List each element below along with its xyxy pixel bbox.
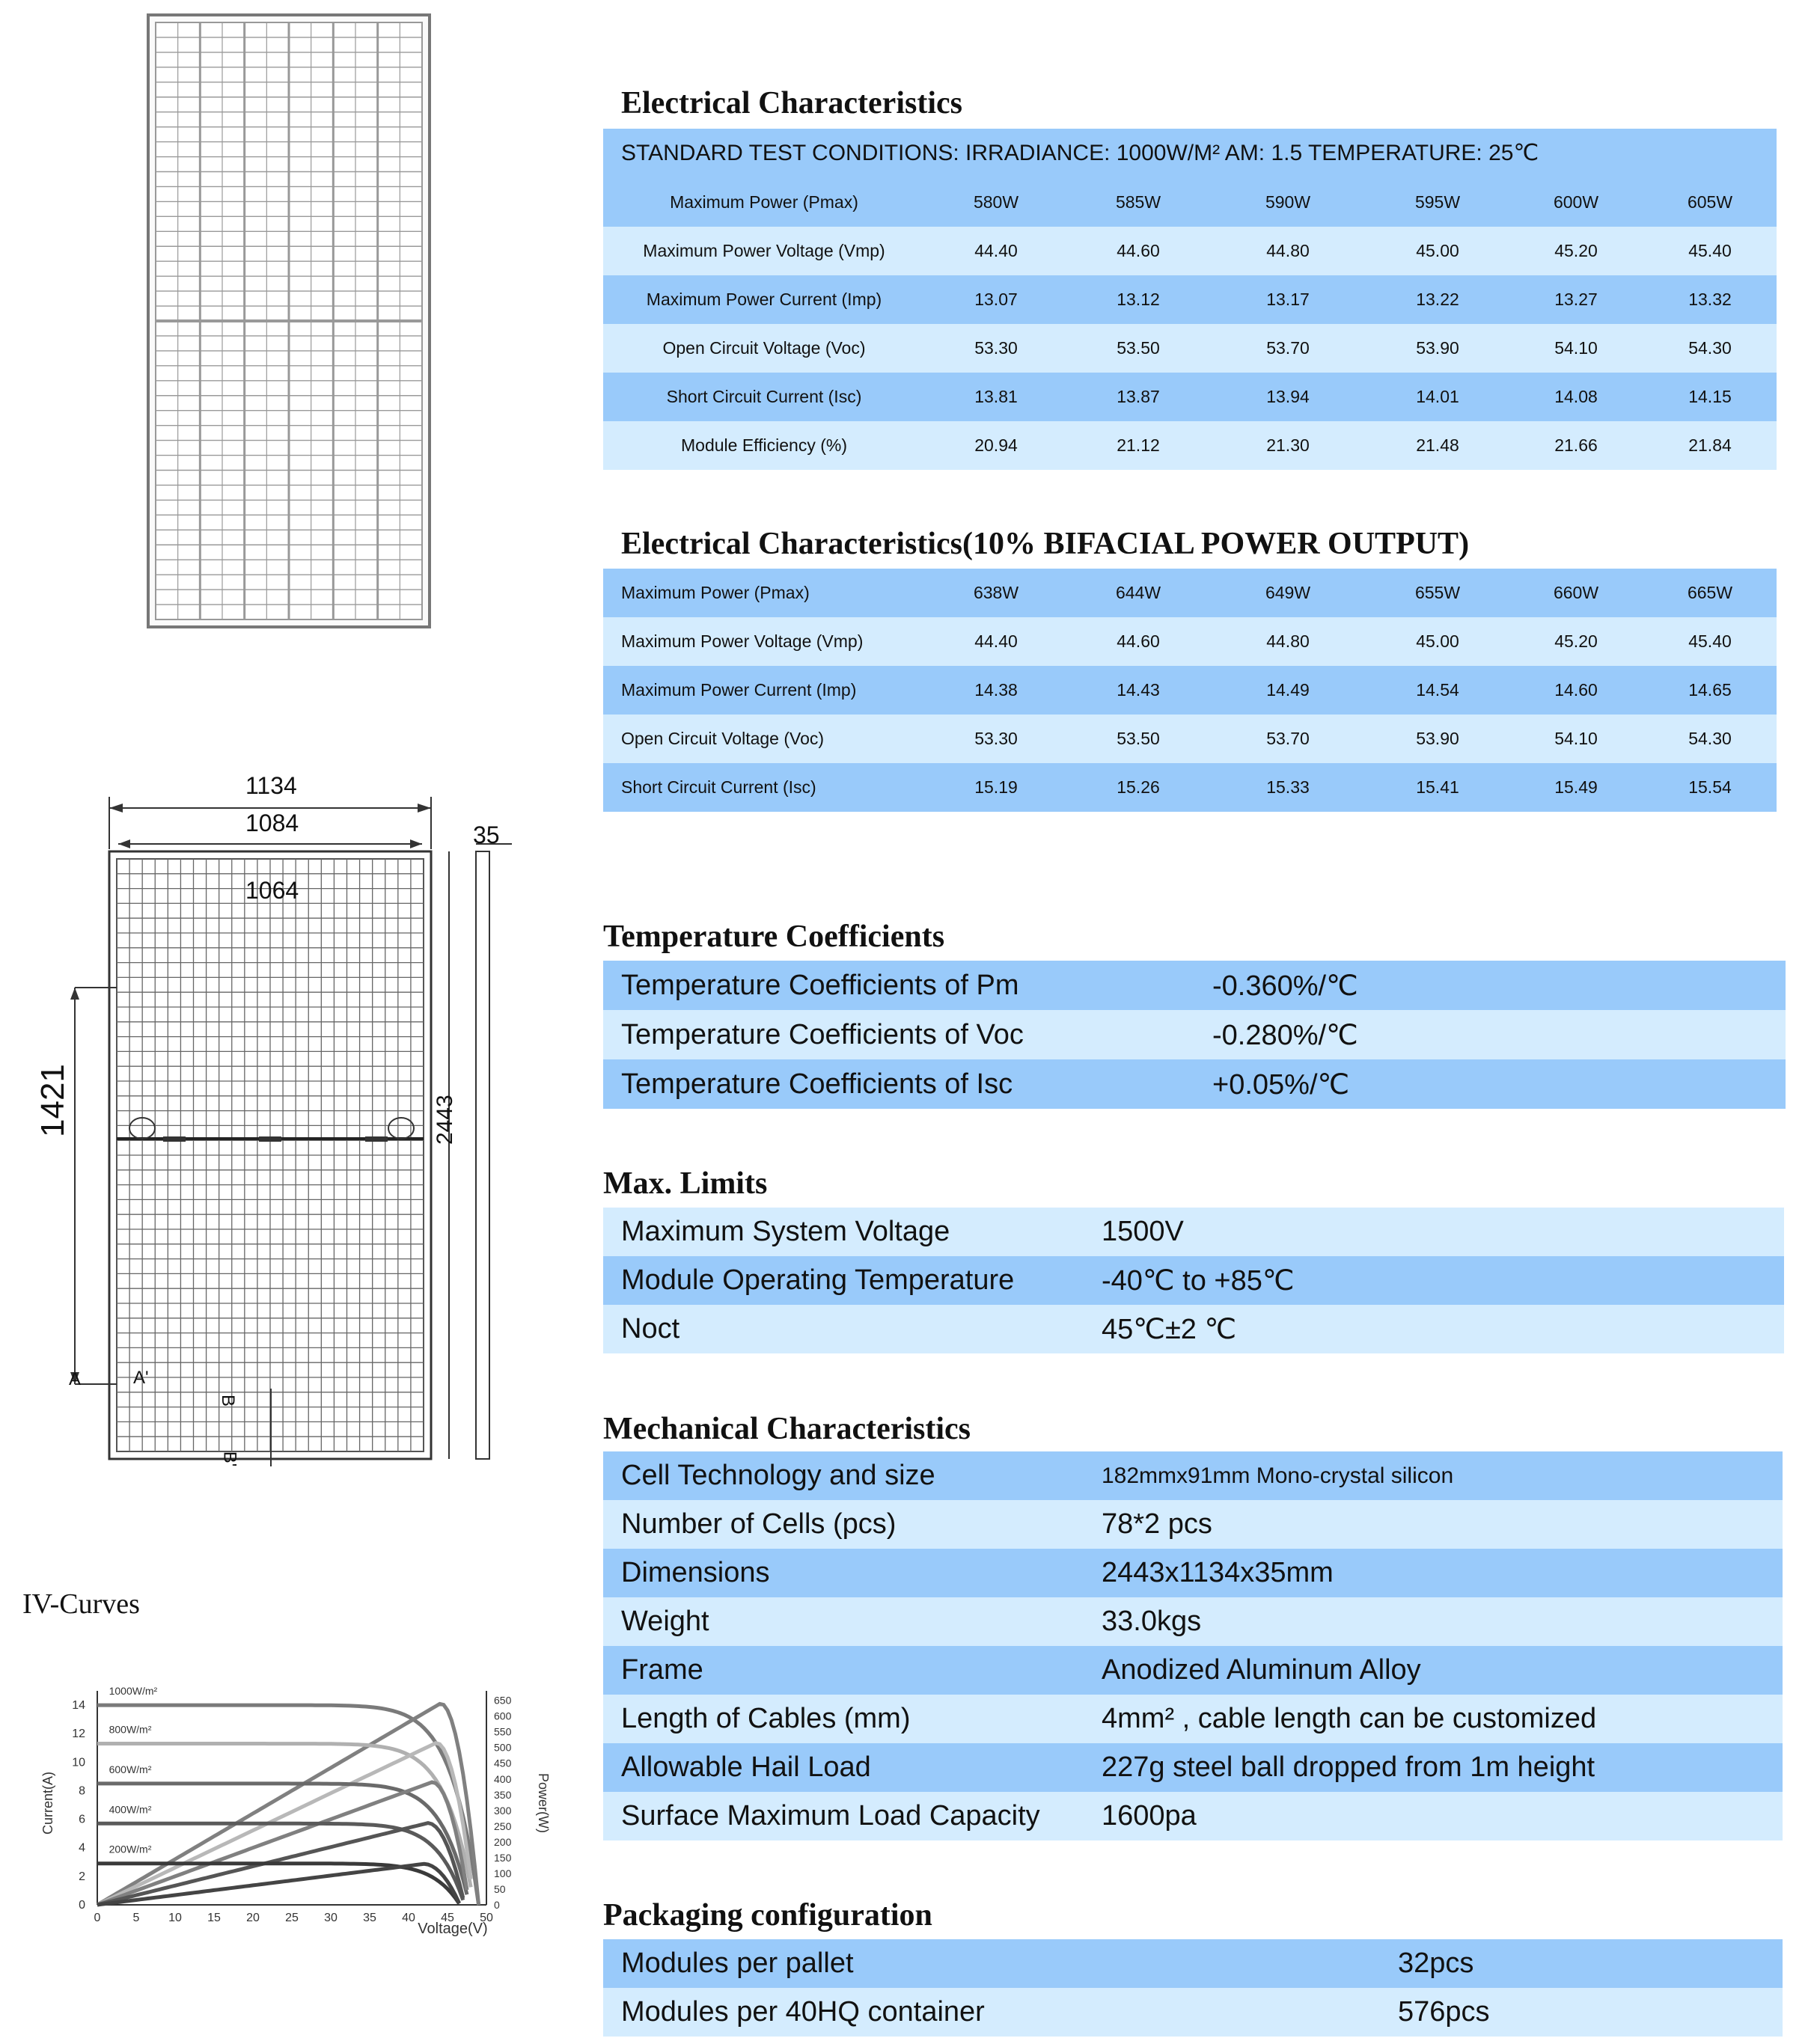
bifacial-table bbox=[603, 569, 1777, 812]
row-value: 45.40 bbox=[1688, 241, 1732, 260]
row-label: Open Circuit Voltage (Voc) bbox=[662, 338, 866, 358]
row-value: 14.38 bbox=[974, 680, 1018, 700]
row-value: 15.49 bbox=[1554, 777, 1598, 797]
y-tick-label: 14 bbox=[72, 1699, 85, 1713]
row-value: 45.00 bbox=[1416, 241, 1459, 260]
row-value: 227g steel ball dropped from 1m height bbox=[1102, 1751, 1595, 1783]
row-value: 21.48 bbox=[1416, 435, 1459, 455]
row-value: 13.27 bbox=[1554, 290, 1598, 309]
limits-table bbox=[603, 1208, 1784, 1353]
row-value: 44.40 bbox=[974, 241, 1018, 260]
row-value: 576pcs bbox=[1398, 1996, 1490, 2028]
row-label: Modules per 40HQ container bbox=[621, 1996, 985, 2028]
x-tick-label: 15 bbox=[207, 1912, 221, 1924]
dim-2443-label: 2443 bbox=[433, 1095, 457, 1145]
row-label: Maximum Power Current (Imp) bbox=[621, 680, 857, 700]
row-value: 595W bbox=[1414, 192, 1461, 212]
row-value: 15.33 bbox=[1266, 777, 1310, 797]
row-value: 665W bbox=[1687, 583, 1733, 602]
row-value: 45.00 bbox=[1416, 631, 1459, 651]
mark-b-prime: B' bbox=[219, 1451, 240, 1467]
row-value: 44.60 bbox=[1117, 631, 1160, 651]
table-row bbox=[603, 666, 1777, 715]
row-value: 21.84 bbox=[1688, 435, 1732, 455]
limits-title: Max. Limits bbox=[603, 1166, 768, 1201]
row-value: 655W bbox=[1414, 583, 1461, 602]
row-value: 1500V bbox=[1102, 1216, 1184, 1247]
y-tick-label: 10 bbox=[72, 1756, 85, 1769]
y-tick-label: 12 bbox=[72, 1728, 85, 1741]
row-value: 44.80 bbox=[1266, 631, 1310, 651]
row-label: Module Operating Temperature bbox=[621, 1264, 1015, 1296]
x-tick-label: 40 bbox=[402, 1912, 415, 1924]
row-value: 13.12 bbox=[1117, 290, 1160, 309]
mark-a: A bbox=[69, 1369, 82, 1389]
table-row bbox=[603, 1597, 1783, 1646]
x-tick-label: 10 bbox=[168, 1912, 182, 1924]
mark-b: B bbox=[218, 1394, 239, 1407]
x-axis-label: Voltage(V) bbox=[418, 1921, 488, 1937]
y2-tick-label: 500 bbox=[494, 1741, 512, 1754]
series-label: 400W/m² bbox=[109, 1803, 152, 1816]
y-tick-label: 4 bbox=[79, 1841, 85, 1855]
row-value: 45.40 bbox=[1688, 631, 1732, 651]
table-row bbox=[603, 1549, 1783, 1597]
table-row bbox=[603, 1451, 1783, 1500]
row-value: 15.41 bbox=[1416, 777, 1459, 797]
table-row bbox=[603, 1646, 1783, 1695]
y2-tick-label: 400 bbox=[494, 1772, 512, 1785]
bifacial-title: Electrical Characteristics(10% BIFACIAL POWER OUTPUT) bbox=[621, 527, 1470, 561]
row-label: Temperature Coefficients of Isc bbox=[621, 1068, 1013, 1100]
y2-tick-label: 0 bbox=[494, 1899, 500, 1911]
table-row bbox=[603, 1010, 1786, 1059]
row-value: 605W bbox=[1687, 192, 1733, 212]
row-value: 45.20 bbox=[1554, 631, 1598, 651]
row-value: 14.60 bbox=[1554, 680, 1598, 700]
row-value: 14.43 bbox=[1117, 680, 1160, 700]
row-label: Modules per pallet bbox=[621, 1947, 854, 1979]
row-value: 13.07 bbox=[974, 290, 1018, 309]
row-value: 15.26 bbox=[1117, 777, 1160, 797]
row-value: 44.40 bbox=[974, 631, 1018, 651]
row-value: 20.94 bbox=[974, 435, 1018, 455]
row-value: 14.54 bbox=[1416, 680, 1459, 700]
row-value: 53.30 bbox=[974, 729, 1018, 748]
row-label: Temperature Coefficients of Pm bbox=[621, 969, 1019, 1001]
row-label: Module Efficiency (%) bbox=[681, 435, 847, 455]
panel-front-image bbox=[147, 13, 431, 628]
mark-a-prime: A' bbox=[133, 1368, 149, 1388]
row-label: Short Circuit Current (Isc) bbox=[621, 777, 816, 797]
row-label: Maximum System Voltage bbox=[621, 1216, 950, 1247]
electrical-title: Electrical Characteristics bbox=[621, 86, 962, 120]
row-value: 182mmx91mm Mono-crystal silicon bbox=[1102, 1463, 1454, 1488]
table-row bbox=[603, 421, 1777, 470]
y2-tick-label: 300 bbox=[494, 1804, 512, 1817]
temperature-title: Temperature Coefficients bbox=[603, 920, 945, 954]
y-tick-label: 0 bbox=[79, 1899, 85, 1912]
series-label: 200W/m² bbox=[109, 1843, 152, 1855]
x-tick-label: 0 bbox=[94, 1912, 101, 1924]
row-value: 14.01 bbox=[1416, 387, 1459, 406]
row-value: 53.90 bbox=[1416, 729, 1459, 748]
dim-1421-label: 1421 bbox=[34, 1064, 71, 1137]
row-value: 54.30 bbox=[1688, 338, 1732, 358]
row-value: 53.90 bbox=[1416, 338, 1459, 358]
x-tick-label: 30 bbox=[324, 1912, 338, 1924]
table-row bbox=[603, 1988, 1783, 2037]
row-value: 21.66 bbox=[1554, 435, 1598, 455]
row-value: 1600pa bbox=[1102, 1800, 1197, 1832]
row-label: Allowable Hail Load bbox=[621, 1751, 871, 1783]
row-value: +0.05%/℃ bbox=[1212, 1068, 1350, 1101]
row-value: 600W bbox=[1553, 192, 1599, 212]
y2-tick-label: 150 bbox=[494, 1851, 512, 1864]
power-curve bbox=[97, 1782, 467, 1905]
row-value: 21.12 bbox=[1117, 435, 1160, 455]
row-value: 13.81 bbox=[974, 387, 1018, 406]
row-value: 45.20 bbox=[1554, 241, 1598, 260]
row-label: Number of Cells (pcs) bbox=[621, 1508, 897, 1540]
row-value: 13.17 bbox=[1266, 290, 1310, 309]
y2-tick-label: 650 bbox=[494, 1694, 512, 1707]
row-label: Maximum Power Voltage (Vmp) bbox=[643, 241, 885, 260]
y2-tick-label: 50 bbox=[494, 1882, 506, 1895]
row-label: Noct bbox=[621, 1313, 680, 1344]
table-row bbox=[603, 961, 1786, 1010]
row-value: 53.50 bbox=[1117, 729, 1160, 748]
series-label: 800W/m² bbox=[109, 1723, 152, 1736]
row-value: 580W bbox=[973, 192, 1019, 212]
row-label: Maximum Power Voltage (Vmp) bbox=[621, 631, 864, 651]
table-row bbox=[603, 1792, 1783, 1840]
table-row bbox=[603, 324, 1777, 373]
row-value: 644W bbox=[1115, 583, 1161, 602]
y2-tick-label: 200 bbox=[494, 1835, 512, 1848]
table-row bbox=[603, 275, 1777, 324]
row-value: 14.08 bbox=[1554, 387, 1598, 406]
table-row bbox=[603, 1059, 1786, 1109]
y2-tick-label: 100 bbox=[494, 1867, 512, 1879]
y2-tick-label: 250 bbox=[494, 1820, 512, 1832]
row-label: Frame bbox=[621, 1654, 703, 1686]
row-value: 54.10 bbox=[1554, 729, 1598, 748]
row-value: -40℃ to +85℃ bbox=[1102, 1265, 1295, 1297]
row-value: 54.10 bbox=[1554, 338, 1598, 358]
row-value: -0.360%/℃ bbox=[1212, 970, 1358, 1002]
x-tick-label: 50 bbox=[480, 1912, 493, 1924]
table-row bbox=[603, 227, 1777, 275]
row-label: Short Circuit Current (Isc) bbox=[666, 387, 862, 406]
table-row bbox=[603, 1305, 1784, 1353]
row-value: 638W bbox=[973, 583, 1019, 602]
row-value: 45℃±2 ℃ bbox=[1102, 1314, 1237, 1345]
iv-curves-chart bbox=[30, 1668, 554, 1953]
row-value: 4mm² , cable length can be customized bbox=[1102, 1703, 1597, 1734]
table-row bbox=[603, 1208, 1784, 1256]
packaging-title: Packaging configuration bbox=[603, 1898, 932, 1933]
table-row bbox=[603, 763, 1777, 812]
table-row bbox=[603, 178, 1777, 227]
row-value: 14.49 bbox=[1266, 680, 1310, 700]
row-value: 13.22 bbox=[1416, 290, 1459, 309]
table-row bbox=[603, 1256, 1784, 1305]
y-tick-label: 8 bbox=[79, 1784, 85, 1798]
dim-1084-label: 1084 bbox=[245, 810, 299, 836]
table-row bbox=[603, 617, 1777, 666]
row-value: 15.19 bbox=[974, 777, 1018, 797]
row-value: 44.60 bbox=[1117, 241, 1160, 260]
temperature-table bbox=[603, 961, 1786, 1109]
iv-curves-title: IV-Curves bbox=[22, 1588, 140, 1620]
stc-text: STANDARD TEST CONDITIONS: IRRADIANCE: 1000W/M² AM: 1.5 TEMPERATURE: 25℃ bbox=[621, 141, 1539, 165]
row-value: 15.54 bbox=[1688, 777, 1732, 797]
row-label: Maximum Power (Pmax) bbox=[621, 583, 810, 602]
row-label: Maximum Power (Pmax) bbox=[670, 192, 858, 212]
x-tick-label: 25 bbox=[285, 1912, 299, 1924]
y-axis-label: Current(A) bbox=[40, 1771, 55, 1835]
row-label: Surface Maximum Load Capacity bbox=[621, 1800, 1040, 1832]
row-label: Cell Technology and size bbox=[621, 1460, 935, 1491]
y2-tick-label: 550 bbox=[494, 1725, 512, 1738]
table-row bbox=[603, 1500, 1783, 1549]
table-row bbox=[603, 373, 1777, 421]
row-value: 585W bbox=[1115, 192, 1161, 212]
x-tick-label: 45 bbox=[441, 1912, 454, 1924]
y2-tick-label: 600 bbox=[494, 1710, 512, 1722]
y2-tick-label: 450 bbox=[494, 1757, 512, 1769]
mechanical-table bbox=[603, 1451, 1783, 1840]
row-value: Anodized Aluminum Alloy bbox=[1102, 1654, 1421, 1686]
x-tick-label: 5 bbox=[132, 1912, 140, 1924]
row-value: 660W bbox=[1553, 583, 1599, 602]
row-value: 53.70 bbox=[1266, 729, 1310, 748]
table-row bbox=[603, 1743, 1783, 1792]
iv-curve bbox=[97, 1705, 479, 1905]
power-curve bbox=[97, 1704, 479, 1905]
row-value: 13.87 bbox=[1117, 387, 1160, 406]
row-label: Maximum Power Current (Imp) bbox=[646, 290, 882, 309]
x-tick-label: 20 bbox=[246, 1912, 260, 1924]
stc-row bbox=[603, 129, 1777, 178]
dim-1134-label: 1134 bbox=[245, 772, 297, 799]
table-row bbox=[603, 1695, 1783, 1743]
row-value: 33.0kgs bbox=[1102, 1606, 1202, 1637]
row-value: 2443x1134x35mm bbox=[1102, 1557, 1334, 1588]
y-tick-label: 6 bbox=[79, 1813, 85, 1826]
y-tick-label: 2 bbox=[79, 1870, 85, 1883]
row-value: 53.50 bbox=[1117, 338, 1160, 358]
y2-axis-label: Power(W) bbox=[536, 1773, 551, 1833]
row-value: 13.32 bbox=[1688, 290, 1732, 309]
series-label: 1000W/m² bbox=[109, 1685, 158, 1698]
row-value: 13.94 bbox=[1266, 387, 1310, 406]
table-row bbox=[603, 715, 1777, 763]
row-value: 32pcs bbox=[1398, 1947, 1474, 1979]
row-label: Open Circuit Voltage (Voc) bbox=[621, 729, 825, 748]
row-value: 14.15 bbox=[1688, 387, 1732, 406]
dim-35-label: 35 bbox=[473, 821, 500, 848]
row-label: Dimensions bbox=[621, 1557, 770, 1588]
row-label: Temperature Coefficients of Voc bbox=[621, 1018, 1024, 1050]
table-row bbox=[603, 569, 1777, 617]
row-value: 14.65 bbox=[1688, 680, 1732, 700]
row-label: Length of Cables (mm) bbox=[621, 1703, 911, 1734]
row-value: 53.70 bbox=[1266, 338, 1310, 358]
row-value: 44.80 bbox=[1266, 241, 1310, 260]
x-tick-label: 35 bbox=[363, 1912, 376, 1924]
packaging-table bbox=[603, 1939, 1783, 2037]
row-value: 78*2 pcs bbox=[1102, 1508, 1212, 1540]
row-value: -0.280%/℃ bbox=[1212, 1019, 1358, 1051]
row-value: 53.30 bbox=[974, 338, 1018, 358]
row-label: Weight bbox=[621, 1606, 709, 1637]
y2-tick-label: 350 bbox=[494, 1788, 512, 1801]
series-label: 600W/m² bbox=[109, 1763, 152, 1775]
dim-1064-label: 1064 bbox=[245, 877, 299, 904]
row-value: 21.30 bbox=[1266, 435, 1310, 455]
electrical-table bbox=[603, 178, 1777, 470]
row-value: 54.30 bbox=[1688, 729, 1732, 748]
mechanical-title: Mechanical Characteristics bbox=[603, 1412, 971, 1446]
row-value: 649W bbox=[1265, 583, 1311, 602]
table-row bbox=[603, 1939, 1783, 1988]
row-value: 590W bbox=[1265, 192, 1311, 212]
